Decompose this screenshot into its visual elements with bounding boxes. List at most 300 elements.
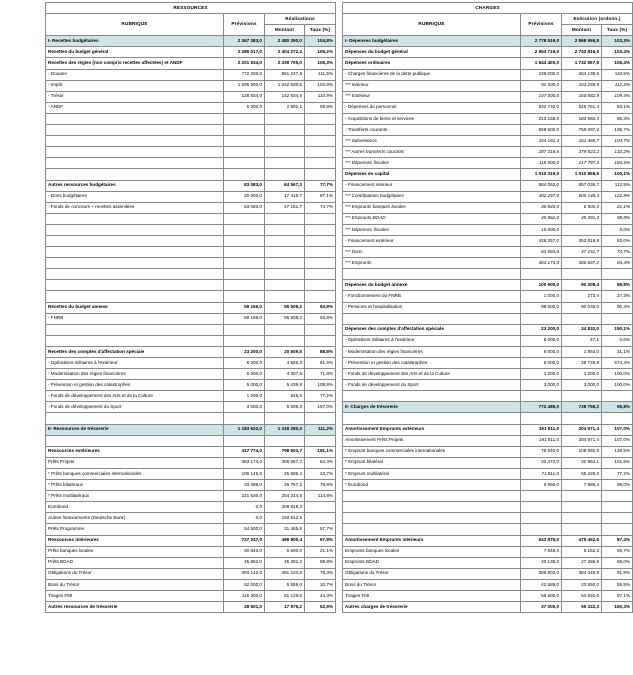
table-row [343, 280, 633, 291]
ressources-row-taux [305, 280, 336, 291]
charges-row-previsions: 1 000,0 [521, 291, 562, 302]
charges-row-previsions: 287 318,6 [521, 147, 562, 158]
charges-row-label: Bons du Trésor [343, 579, 521, 590]
ressources-row-montant [265, 335, 305, 346]
ressources-row-previsions [224, 291, 265, 302]
charges-row-previsions: 1 200,0 [521, 369, 562, 380]
charges-row-previsions: 213 168,0 [521, 113, 562, 124]
charges-row-montant: 264 138,5 [562, 69, 602, 80]
ressources-row-previsions: 8 000,0 [224, 358, 265, 369]
charges-row-label: Amortissement Emprunts extérieurs [343, 424, 521, 435]
ressources-row-taux: 88,8% [305, 346, 336, 357]
table-row [343, 602, 633, 613]
ressources-row-previsions: 6 000,0 [224, 369, 265, 380]
ressources-col-rubrique: RUBRIQUE [46, 14, 224, 36]
charges-col-montant: Montant [562, 25, 602, 36]
ressources-row-montant: 1 316 280,3 [265, 424, 305, 435]
ressources-row-label: Prêts banques locales [46, 546, 224, 557]
ressources-row-previsions: 363 174,0 [224, 457, 265, 468]
table-row [46, 80, 336, 91]
charges-row-montant: 306 667,2 [562, 258, 602, 269]
charges-row-label: *** Emprunts banques locales [343, 202, 521, 213]
ressources-row-label: - Opérations militaires à l'extérieur [46, 358, 224, 369]
ressources-row-montant: 2 339 705,0 [265, 58, 305, 69]
charges-row-taux: 138,5% [602, 446, 633, 457]
charges-row-label: Amortissement Prêts Projets [343, 435, 521, 446]
ressources-row-montant: 31 485,9 [265, 524, 305, 535]
charges-row-montant: 353 818,9 [562, 235, 602, 246]
table-row [343, 535, 633, 546]
ressources-row-taux [305, 513, 336, 524]
table-row [343, 557, 633, 568]
ressources-row-taux [305, 269, 336, 280]
ressources-row-label [46, 291, 224, 302]
charges-row-montant: 6 500,0 [562, 202, 602, 213]
charges-row-previsions: 30 843,0 [521, 202, 562, 213]
table-row [343, 468, 633, 479]
ressources-row-previsions: 2 201 934,0 [224, 58, 265, 69]
charges-row-montant: 23 650,0 [562, 579, 602, 590]
ressources-row-montant: 64 567,3 [265, 180, 305, 191]
ressources-row-montant: 306 667,2 [265, 457, 305, 468]
charges-row-previsions: 8 866,0 [521, 480, 562, 491]
ressources-row-taux: 106,3% [305, 58, 336, 69]
ressources-table [45, 2, 336, 613]
table-row [46, 69, 336, 80]
ressources-row-montant: 5 439,8 [265, 380, 305, 391]
charges-row-label: Dépenses du budget général [343, 47, 521, 58]
ressources-row-montant: 5 559,0 [265, 579, 305, 590]
charges-row-previsions: 492 257,0 [521, 191, 562, 202]
ressources-row-montant [265, 235, 305, 246]
charges-row-previsions: 396 803,0 [521, 568, 562, 579]
charges-row-taux: 68,0% [602, 557, 633, 568]
ressources-row-label: Prêts Programme [46, 524, 224, 535]
table-row [46, 247, 336, 258]
ressources-row-taux: 59,8% [305, 102, 336, 113]
charges-title-row [343, 3, 633, 14]
charges-row-label [343, 513, 521, 524]
charges-row-previsions: 15 000,0 [521, 224, 562, 235]
ressources-row-label [46, 147, 224, 158]
charges-row-previsions: 559 500,0 [521, 125, 562, 136]
table-row [46, 91, 336, 102]
ressources-row-montant: 391 220,5 [265, 568, 305, 579]
charges-row-taux: 84,4% [602, 258, 633, 269]
charges-row-taux: 31,1% [602, 346, 633, 357]
charges-row-previsions [521, 491, 562, 502]
charges-row-montant [562, 524, 602, 535]
ressources-row-previsions [224, 413, 265, 424]
ressources-row-montant: 142 834,6 [265, 91, 305, 102]
ressources-row-label [46, 235, 224, 246]
ressources-row-label: Tirages FMI [46, 590, 224, 601]
charges-row-montant [562, 269, 602, 280]
ressources-row-taux [305, 136, 336, 147]
charges-row-label: *** Autres transferts courants [343, 147, 521, 158]
charges-row-taux: 104,7% [602, 136, 633, 147]
charges-row-label: - Financement intérieur [343, 180, 521, 191]
charges-row-label: Emprunts BOAD [343, 557, 521, 568]
charges-row-taux: 135,7% [602, 125, 633, 136]
table-row [343, 491, 633, 502]
ressources-row-label: Recettes du budget général [46, 47, 224, 58]
table-row [343, 191, 633, 202]
charges-row-previsions: 40 135,0 [521, 557, 562, 568]
charges-row-label [343, 269, 521, 280]
table-row [46, 147, 336, 158]
ressources-row-previsions: 772 200,0 [224, 69, 265, 80]
ressources-row-previsions: 0,0 [224, 513, 265, 524]
charges-row-taux: 0,6% [602, 335, 633, 346]
charges-row-previsions: 3 000,0 [521, 380, 562, 391]
ressources-table-body [46, 36, 336, 613]
table-row [46, 457, 336, 468]
table-row [343, 391, 633, 402]
ressources-row-taux [305, 413, 336, 424]
ressources-row-label: II- Ressources de trésorerie [46, 424, 224, 435]
table-row [46, 102, 336, 113]
ressources-row-label [46, 247, 224, 258]
table-row [343, 302, 633, 313]
ressources-row-montant [265, 435, 305, 446]
charges-row-label: - Fonds de développement du Sport [343, 380, 521, 391]
charges-row-previsions: 2 778 519,0 [521, 36, 562, 47]
charges-row-previsions: 772 486,0 [521, 402, 562, 413]
ressources-row-label: Recettes des régies (non compris recettes affectées) et ANDF [46, 58, 224, 69]
ressources-row-previsions: 23 200,0 [224, 346, 265, 357]
charges-row-montant [562, 313, 602, 324]
charges-row-taux: 100,0% [602, 369, 633, 380]
table-row [46, 513, 336, 524]
ressources-row-taux [305, 258, 336, 269]
charges-row-taux: 55,5% [602, 579, 633, 590]
ressources-row-previsions [224, 258, 265, 269]
charges-row-previsions [521, 391, 562, 402]
charges-row-montant: 1 864,0 [562, 346, 602, 357]
charges-row-taux: 122,9% [602, 191, 633, 202]
table-row [46, 36, 336, 47]
charges-row-taux [602, 413, 633, 424]
charges-row-taux: 83,1% [602, 102, 633, 113]
charges-row-label: *** Dépenses fiscales [343, 224, 521, 235]
ressources-row-taux: 21,1% [305, 546, 336, 557]
ressources-row-taux [305, 213, 336, 224]
charges-row-label: * Emprunt multilatéral [343, 468, 521, 479]
charges-row-montant: 2 868 956,5 [562, 36, 602, 47]
charges-row-previsions [521, 502, 562, 513]
charges-row-taux: 21,1% [602, 202, 633, 213]
table-row [46, 579, 336, 590]
charges-row-montant: 204 971,4 [562, 435, 602, 446]
table-row [343, 47, 633, 58]
charges-row-montant: 90 308,4 [562, 280, 602, 291]
ressources-row-previsions: 52 000,0 [224, 579, 265, 590]
charges-row-previsions: 78 640,0 [521, 446, 562, 457]
charges-row-taux [602, 269, 633, 280]
ressources-title: RESSOURCES [46, 3, 336, 14]
charges-row-montant: 605 148,4 [562, 191, 602, 202]
charges-row-label: - Modernisation des régies financières [343, 346, 521, 357]
ressources-row-previsions: 45 962,0 [224, 557, 265, 568]
table-row [343, 502, 633, 513]
table-row [343, 202, 633, 213]
ressources-row-label: - Dons budgétaires [46, 191, 224, 202]
charges-row-taux [602, 502, 633, 513]
ressources-row-montant: 2 992,1 [265, 102, 305, 113]
charges-row-previsions [521, 524, 562, 535]
charges-row-taux: 90,4% [602, 302, 633, 313]
table-row [46, 313, 336, 324]
charges-row-taux: 101,5% [602, 457, 633, 468]
ressources-row-previsions: 5 000,0 [224, 380, 265, 391]
table-row [46, 413, 336, 424]
ressources-col-taux: Taux (%) [305, 25, 336, 36]
ressources-row-previsions: 493 142,0 [224, 568, 265, 579]
charges-row-label: - Charges financières de la dette publique [343, 69, 521, 80]
ressources-row-taux: 105,2% [305, 47, 336, 58]
charges-row-previsions: 23 200,0 [521, 324, 562, 335]
ressources-row-previsions: 5 000,0 [224, 102, 265, 113]
ressources-row-montant [265, 113, 305, 124]
ressources-row-previsions: 221 530,0 [224, 491, 265, 502]
charges-row-taux: 107,0% [602, 424, 633, 435]
ressources-row-label: - Fonds de développement des Arts et de la Culture [46, 391, 224, 402]
charges-row-montant: 32 964,1 [562, 457, 602, 468]
charges-row-montant: 34 832,0 [562, 324, 602, 335]
table-row [46, 369, 336, 380]
charges-row-taux: 98,8% [602, 213, 633, 224]
ressources-row-previsions [224, 435, 265, 446]
ressources-row-taux: 77,7% [305, 180, 336, 191]
charges-row-label: *** Subventions [343, 136, 521, 147]
charges-row-taux: 150,1% [602, 324, 633, 335]
charges-row-previsions: 147 000,0 [521, 91, 562, 102]
charges-row-taux: 109,4% [602, 91, 633, 102]
charges-row-montant [562, 391, 602, 402]
table-row [46, 468, 336, 479]
ressources-row-previsions: 108 145,0 [224, 468, 265, 479]
ressources-row-taux: 111,5% [305, 69, 336, 80]
ressources-row-previsions: 1 200,0 [224, 391, 265, 402]
charges-row-previsions: 6 000,0 [521, 346, 562, 357]
ressources-row-taux: 98,8% [305, 557, 336, 568]
table-row [46, 590, 336, 601]
table-row [343, 457, 633, 468]
ressources-row-taux: 104,8% [305, 36, 336, 47]
charges-row-taux [602, 491, 633, 502]
charges-row-montant: 1 200,0 [562, 369, 602, 380]
ressources-row-taux [305, 235, 336, 246]
table-row [343, 358, 633, 369]
charges-col-previsions: Prévisions [521, 14, 562, 36]
charges-row-taux: 160,3% [602, 602, 633, 613]
ressources-row-previsions: 28 601,0 [224, 602, 265, 613]
ressources-row-montant: 2 404 272,3 [265, 47, 305, 58]
charges-row-label: Autres charges de trésorerie [343, 602, 521, 613]
ressources-row-label: Autres ressources de trésorerie [46, 602, 224, 613]
ressources-row-taux: 114,8% [305, 491, 336, 502]
ressources-row-montant: 2 480 390,0 [265, 36, 305, 47]
ressources-row-label [46, 224, 224, 235]
charges-row-montant: 2 743 816,0 [562, 47, 602, 58]
charges-row-previsions: 92 000,0 [521, 80, 562, 91]
charges-row-taux [602, 513, 633, 524]
table-row [343, 369, 633, 380]
table-row [46, 391, 336, 402]
ressources-row-label: I- Recettes budgétaires [46, 36, 224, 47]
resources-charges-board [45, 2, 631, 613]
ressources-row-label [46, 158, 224, 169]
charges-row-previsions [521, 513, 562, 524]
ressources-row-taux: 57,7% [305, 524, 336, 535]
charges-row-previsions: 8 000,0 [521, 335, 562, 346]
table-row [343, 169, 633, 180]
charges-row-previsions: 154 181,4 [521, 136, 562, 147]
ressources-row-montant: 309 818,3 [265, 502, 305, 513]
charges-row-previsions [521, 413, 562, 424]
charges-row-label: II- Charges de trésorerie [343, 402, 521, 413]
ressources-header-row-1 [46, 14, 336, 25]
charges-row-taux: 100,0% [602, 380, 633, 391]
ressources-row-label: - Prévention et gestion des catastrophes [46, 380, 224, 391]
table-row [343, 435, 633, 446]
charges-row-montant: 90 035,0 [562, 302, 602, 313]
charges-row-previsions [521, 269, 562, 280]
charges-row-label: - Transferts courants [343, 125, 521, 136]
charges-row-label: - Prévention et gestion des catastrophes [343, 358, 521, 369]
table-row [46, 546, 336, 557]
table-row [343, 258, 633, 269]
charges-row-label: Dépenses du budget annexe [343, 280, 521, 291]
ressources-row-previsions [224, 169, 265, 180]
ressources-row-previsions: 20 000,0 [224, 191, 265, 202]
charges-row-taux: 87,4% [602, 535, 633, 546]
ressources-row-taux [305, 147, 336, 158]
ressources-col-group-realisations: Réalisations [265, 14, 336, 25]
ressources-row-previsions: 33 499,0 [224, 480, 265, 491]
ressources-row-previsions [224, 113, 265, 124]
ressources-row-previsions [224, 247, 265, 258]
ressources-row-taux: 84,4% [305, 457, 336, 468]
charges-row-montant: 739 756,2 [562, 402, 602, 413]
ressources-row-montant: 51 129,6 [265, 590, 305, 601]
ressources-row-previsions: 1 295 900,0 [224, 80, 265, 91]
ressources-row-label [46, 169, 224, 180]
charges-row-label: - Opérations militaires à l'extérieur [343, 335, 521, 346]
ressources-row-previsions [224, 136, 265, 147]
ressources-title-row [46, 3, 336, 14]
ressources-row-label [46, 136, 224, 147]
ressources-row-label [46, 125, 224, 136]
table-row [343, 590, 633, 601]
ressources-row-previsions [224, 324, 265, 335]
charges-row-label: *** Dons [343, 247, 521, 258]
ressources-row-taux: 61,6% [305, 358, 336, 369]
ressources-row-montant [265, 125, 305, 136]
charges-row-montant: 55 228,0 [562, 468, 602, 479]
ressources-row-montant [265, 413, 305, 424]
ressources-row-previsions: 1 183 622,0 [224, 424, 265, 435]
ressources-row-previsions: 2 367 383,0 [224, 36, 265, 47]
charges-row-label: - Financement extérieur [343, 235, 521, 246]
charges-row-previsions: 363 174,0 [521, 258, 562, 269]
charges-row-taux: 107,0% [602, 435, 633, 446]
ressources-row-montant: 150 512,5 [265, 513, 305, 524]
table-row [46, 302, 336, 313]
table-row [46, 602, 336, 613]
charges-row-taux: 100,1% [602, 169, 633, 180]
charges-row-montant: 759 097,2 [562, 125, 602, 136]
table-row [46, 258, 336, 269]
ressources-row-montant [265, 247, 305, 258]
charges-row-label: * Emprunt bilatéral [343, 457, 521, 468]
ressources-row-taux: 111,2% [305, 424, 336, 435]
charges-row-taux: 74,7% [602, 247, 633, 258]
charges-row-label [343, 413, 521, 424]
ressources-row-previsions: 63 083,0 [224, 202, 265, 213]
ressources-row-taux: 93,8% [305, 302, 336, 313]
ressources-row-previsions [224, 213, 265, 224]
charges-row-label: - Pensions et hospitalisation [343, 302, 521, 313]
charges-row-montant: 475 462,5 [562, 535, 602, 546]
charges-row-previsions: 584 062,0 [521, 180, 562, 191]
table-row [46, 335, 336, 346]
ressources-row-montant [265, 258, 305, 269]
table-row [46, 269, 336, 280]
table-row [343, 213, 633, 224]
ressources-row-previsions [224, 158, 265, 169]
ressources-row-taux: 110,9% [305, 91, 336, 102]
ressources-row-montant: 1 332 630,5 [265, 80, 305, 91]
table-row [46, 480, 336, 491]
charges-row-montant: 59 322,3 [562, 602, 602, 613]
table-row [343, 346, 633, 357]
ressources-row-montant [265, 158, 305, 169]
charges-row-taux: 77,2% [602, 468, 633, 479]
ressources-row-previsions: 30 843,0 [224, 546, 265, 557]
charges-row-label: *** Extérieur [343, 91, 521, 102]
table-row [46, 324, 336, 335]
ressources-row-montant [265, 169, 305, 180]
charges-row-previsions: 191 511,0 [521, 435, 562, 446]
table-row [46, 435, 336, 446]
charges-row-montant: 7 886,4 [562, 480, 602, 491]
ressources-row-label: Ressources extérieures [46, 446, 224, 457]
ressources-row-label: Autres financements (Deutsche Bank) [46, 513, 224, 524]
charges-row-montant: 183 960,4 [562, 113, 602, 124]
ressources-row-montant: 926,5 [265, 391, 305, 402]
table-row [46, 557, 336, 568]
charges-col-rubrique: RUBRIQUE [343, 14, 521, 36]
charges-row-montant: 160 882,9 [562, 91, 602, 102]
ressources-row-taux: 191,1% [305, 446, 336, 457]
ressources-row-taux: 71,8% [305, 369, 336, 380]
table-row [46, 446, 336, 457]
table-row [343, 568, 633, 579]
ressources-row-label: - Impôt [46, 80, 224, 91]
charges-row-montant: 379 823,2 [562, 147, 602, 158]
ressources-row-label: Obligations du Trésor [46, 568, 224, 579]
ressources-row-montant [265, 280, 305, 291]
ressources-row-label: - Trésor [46, 91, 224, 102]
charges-row-taux: 88,0% [602, 480, 633, 491]
charges-row-taux: 89,8% [602, 280, 633, 291]
table-row [343, 36, 633, 47]
ressources-row-label: Prêts BOAD [46, 557, 224, 568]
charges-table-head [343, 3, 633, 36]
ressources-row-previsions: 59 166,0 [224, 302, 265, 313]
